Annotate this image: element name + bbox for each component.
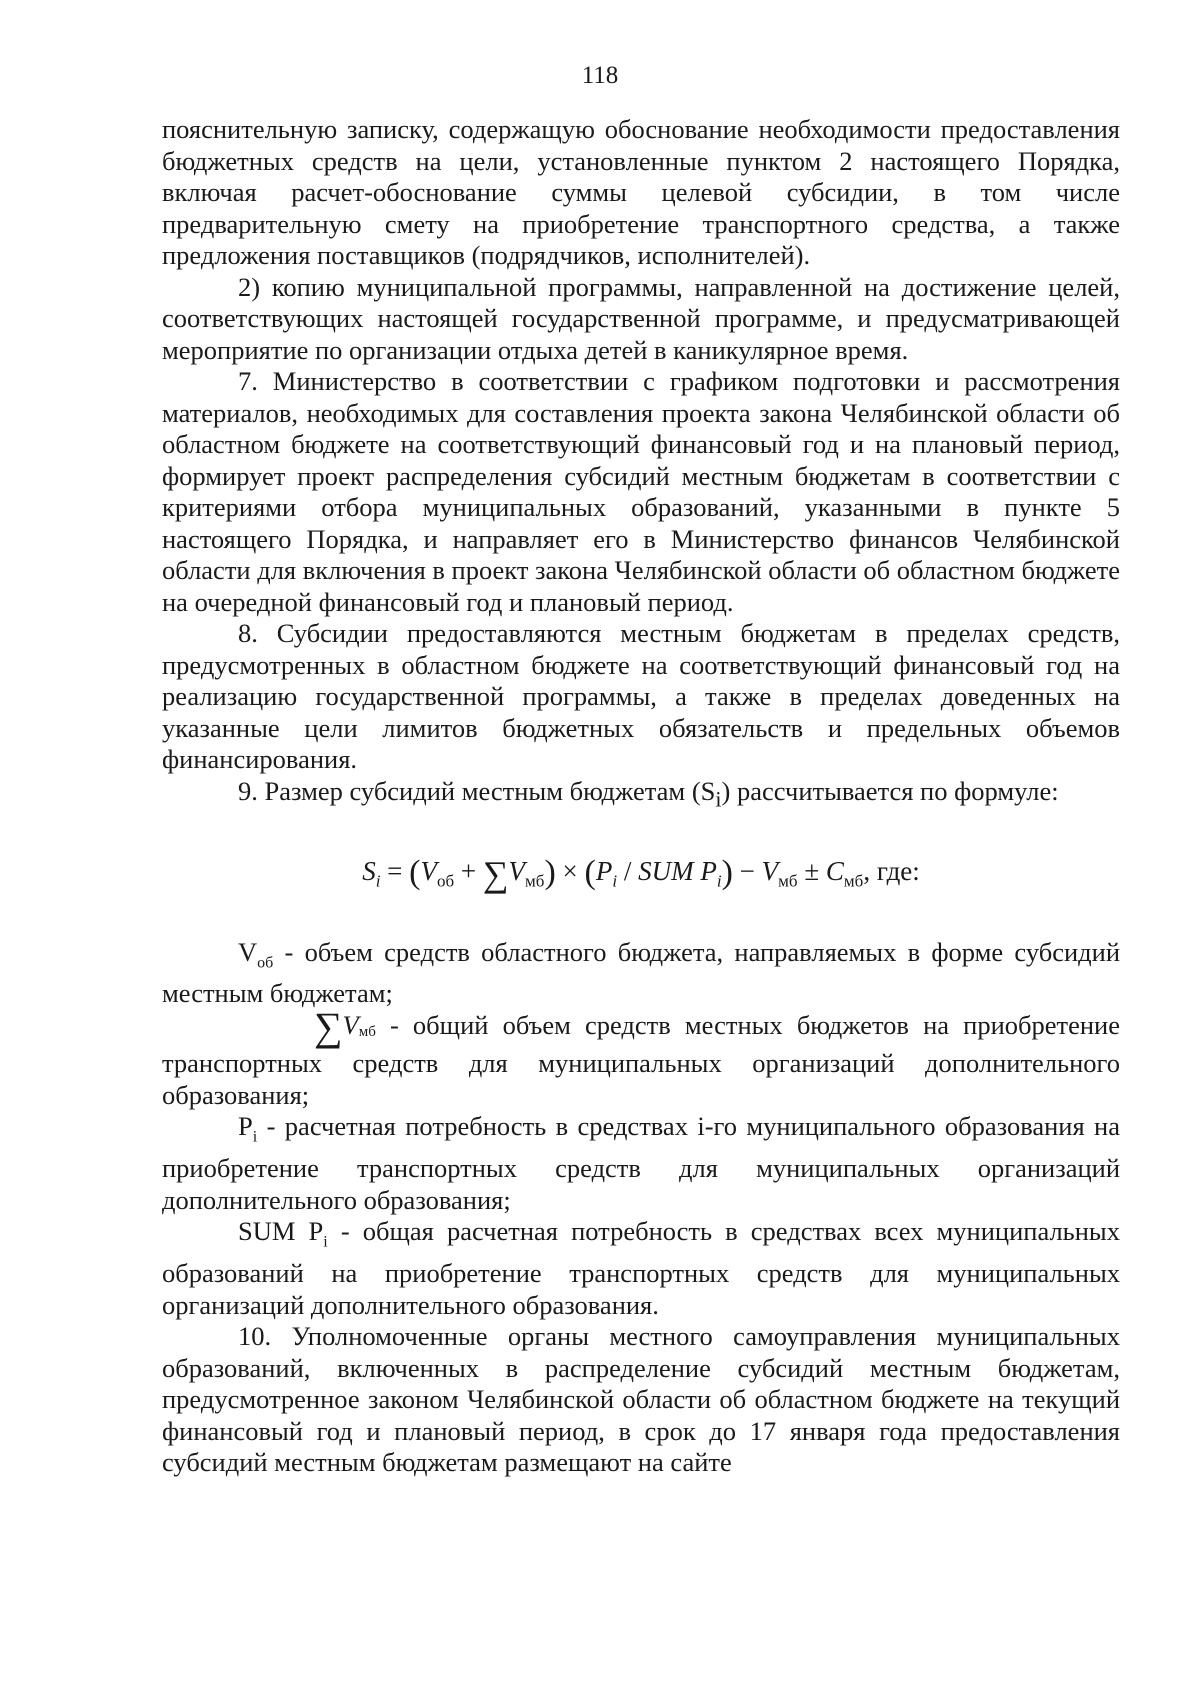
paragraph-explanatory-note: пояснительную записку, содержащую обоснование необходимости предоставления бюджетных средств на цели, установленные пунктом 2 настоящего Порядка, включая расчет-обоснование суммы целевой субсидии, в том числе предварительную смету на приобретение транспортного средства, а также предложения поставщиков (подрядчиков, исполнителей). xyxy=(162,114,1120,270)
paragraph-10: 10. Уполномоченные органы местного самоуправления муниципальных образований, включенных в распределение субсидий местным бюджетам, предусмотренное законом Челябинской области об областном бюджете на текущий финансовый год и плановый период, в срок до 17 января года предоставления субсидий местным бюджетам размещают на сайте xyxy=(162,1321,1120,1478)
definition-sum-p-i: SUM $P_i$ - общая расчетная потребность в средствах всех муниципальных образований на приобретение транспортных средств для муниципальных организаций дополнительного образования. xyxy=(162,1216,1120,1320)
document-body xyxy=(162,114,1120,1479)
definition-sum-v-mb: $\sum V_{мб}$ - общий объем средств местных бюджетов на приобретение транспортных средств для муниципальных организаций дополнительного образования; xyxy=(162,1003,1120,1110)
formula-intro-after: ) рассчитывается по формуле: xyxy=(721,775,1059,806)
paragraph-7: 7. Министерство в соответствии с графиком подготовки и рассмотрения материалов, необходимых для составления проекта закона Челябинской области об областном бюджете на соответствующий финансовый год и на плановый период, формирует проект распределения субсидий местным бюджетам в соответствии с критериями отбора муниципальных образований, указанными в пункте 5 настоящего Порядка, и направляет его в Министерство финансов Челябинской области для включения в проект закона Челябинской области об областном бюджете на очередной финансовый год и плановый период. xyxy=(162,366,1120,617)
formula-intro-before: 9. Размер субсидий местным бюджетам (S xyxy=(238,775,716,806)
sum-symbol: ∑ xyxy=(314,1003,343,1049)
page-number: 118 xyxy=(581,62,619,89)
paragraph-8: 8. Субсидии предоставляются местным бюджетам в пределах средств, предусмотренных в областном бюджете на соответствующий финансовый год на реализацию государственной программы, а также в пределах доведенных на указанные цели лимитов бюджетных обязательств и предельных объемов финансирования. xyxy=(162,618,1120,774)
sum-symbol: ∑ xyxy=(482,854,509,895)
paragraph-item-2: 2) копию муниципальной программы, направленной на достижение целей, соответствующих настоящей государственной программе, и предусматривающей мероприятие по организации отдыха детей в каникулярное время. xyxy=(162,271,1120,365)
definition-p-i: $P_i$ - расчетная потребность в средствах i-го муниципального образования на приобретение транспортных средств для муниципальных организаций дополнительного образования; xyxy=(162,1111,1120,1215)
definition-v-ob: $V_{об}$ - объем средств областного бюджета, направляемых в форме субсидий местным бюджетам; xyxy=(162,936,1120,1009)
paragraph-9-formula-intro xyxy=(162,776,1120,815)
subsidy-formula: $S_i = (V_{об} + \sum V_{мб}) \times (P_i$ / SUM $P_i) - V_{мб} \pm C_{мб}$, где: xyxy=(362,854,920,895)
formula-intro-sub: i xyxy=(715,785,722,811)
